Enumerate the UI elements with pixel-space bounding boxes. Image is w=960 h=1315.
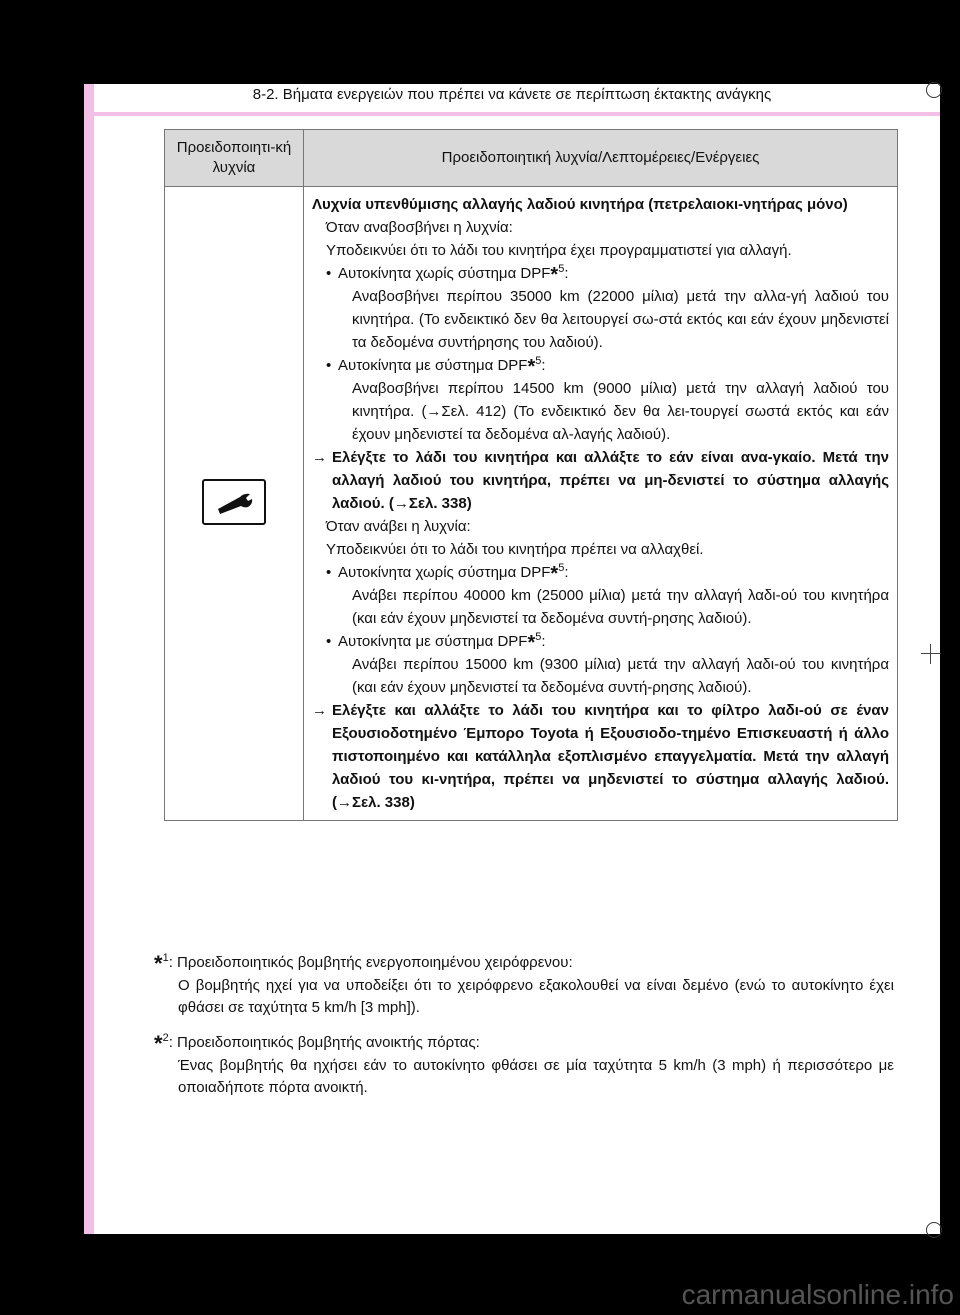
footnote-number: 5 [558, 263, 565, 275]
footnote-title-row: *$^1$: Προειδοποιητικός βομβητής ενεργοποιημένου χειρόφρενου: [154, 951, 573, 976]
wrench-icon [202, 479, 266, 525]
crop-mark [926, 1222, 942, 1238]
crop-mark [926, 82, 942, 98]
section-header: 8-2. Βήματα ενεργειών που πρέπει να κάνετε σε περίπτωση έκτακτης ανάγκης [252, 86, 772, 103]
footnote-number: 5 [535, 631, 542, 643]
arrow-icon: → [312, 702, 327, 719]
footnote-star: * [154, 1031, 163, 1056]
blink-action [312, 446, 889, 515]
bullet-dot: • [326, 633, 332, 650]
footnote-1 [154, 952, 894, 1019]
on-description: Υποδεικνύει ότι το λάδι του κινητήρα πρέπει να αλλαχθεί. [326, 541, 704, 558]
action-text: Ελέγξτε και αλλάξτε το λάδι του κινητήρα και το φίλτρο λαδι-ού σε έναν Εξουσιοδοτημένο Έμπορο Toyota ή Εξουσιοδο-τημένο Επισκευαστή ή άλλο πιστοποιημένο και κατάλληλα εξοπλισμένο επαγγελματία. Μετά την αλλαγή λαδιού του κι-νητήρα, πρέπει να μηδενιστεί το σύστημα αλλαγής λαδιού. (→Σελ. 338) [332, 702, 889, 811]
watermark: carmanualsonline.info [681, 1279, 954, 1310]
blink-description: Υποδεικνύει ότι το λάδι του κινητήρα έχει προγραμματιστεί για αλλαγή. [326, 242, 792, 259]
footnote-title-row: *$^2$: Προειδοποιητικός βομβητής ανοικτής πόρτας: [154, 1031, 480, 1056]
bullet-label: Αυτοκίνητα χωρίς σύστημα DPF [338, 265, 551, 282]
side-color-bar [84, 84, 94, 1234]
bullet-dot: • [326, 265, 332, 282]
bullet-label-row: Αυτοκίνητα χωρίς σύστημα DPF$^{*5}$: [338, 263, 569, 286]
footnote-star: * [550, 264, 559, 286]
details-cell [304, 187, 898, 821]
blink-no-dpf-item [312, 262, 889, 354]
bullet-dot: • [326, 564, 332, 581]
col-header-details: Προειδοποιητική λυχνία/Λεπτομέρειες/Ενέργειες [304, 130, 898, 187]
footnote-star: * [154, 951, 163, 976]
bullet-label-row: Αυτοκίνητα με σύστημα DPF$^{*5}$: [338, 355, 546, 378]
bullet-dot: • [326, 357, 332, 374]
arrow-icon: → [312, 449, 327, 466]
blink-heading: Όταν αναβοσβήνει η λυχνία: [326, 219, 513, 236]
footnote-number: 5 [558, 562, 565, 574]
footnote-number: 2 [162, 1032, 169, 1044]
col-header-light [165, 130, 304, 187]
icon-cell [165, 187, 304, 821]
footnote-text: Ένας βομβητής θα ηχήσει εάν το αυτοκίνητο φθάσει σε μία ταχύτητα 5 km/h (3 mph) ή περισσότερο με οποιαδήποτε πόρτα ανοικτή. [178, 1057, 894, 1096]
footnote-2 [154, 1032, 894, 1099]
bullet-label: Αυτοκίνητα με σύστημα DPF [338, 357, 528, 374]
bullet-label: Αυτοκίνητα με σύστημα DPF [338, 633, 528, 650]
footnote-star: * [527, 356, 536, 378]
blink-dpf-item [312, 354, 889, 446]
manual-page [84, 84, 940, 1234]
footnote-text: Ο βομβητής ηχεί για να υποδείξει ότι το χειρόφρενο εξακολουθεί να είναι δεμένο (ενώ το αυτοκίνητο έχει φθάσει σε ταχύτητα 5 km/h [3 mph]). [178, 977, 894, 1016]
footnote-number: 1 [162, 952, 169, 964]
on-action [312, 699, 889, 814]
bullet-text: Ανάβει περίπου 15000 km (9300 μίλια) μετά την αλλαγή λαδι-ού του κινητήρα (και εάν έχουν μηδενιστεί τα δεδομένα συντή-ρησης λαδιού). [352, 656, 889, 696]
on-dpf-item [312, 630, 889, 699]
bullet-text: Αναβοσβήνει περίπου 14500 km (9000 μίλια) μετά την αλλαγή λαδιού του κινητήρα. (→Σελ. 412) (Το ενδεικτικό δεν θα λει-τουργεί σωστά εκτός και εάν έχουν μηδενιστεί τα δεδομένα αλ-λαγής λαδιού). [352, 380, 889, 443]
warning-light-table [164, 129, 898, 821]
action-text: Ελέγξτε το λάδι του κινητήρα και αλλάξτε το εάν είναι ανα-γκαίο. Μετά την αλλαγή λαδιού του κινητήρα, πρέπει να μη-δενιστεί το σύστημα αλλαγής λαδιού. (→Σελ. 338) [332, 449, 889, 512]
bullet-text: Αναβοσβήνει περίπου 35000 km (22000 μίλια) μετά την αλλα-γή λαδιού του κινητήρα. (Το ενδεικτικό δεν θα λειτουργεί σω-στά εκτός και εάν έχουν μηδενιστεί τα δεδομένα συντήρησης του λαδιού). [352, 288, 889, 351]
footnote-number: 5 [535, 355, 542, 367]
header-rule [94, 112, 940, 116]
footnote-star: * [527, 632, 536, 654]
light-title: Λυχνία υπενθύμισης αλλαγής λαδιού κινητήρα (πετρελαιοκι-νητήρας μόνο) [312, 196, 848, 213]
on-heading: Όταν ανάβει η λυχνία: [326, 518, 471, 535]
bullet-text: Ανάβει περίπου 40000 km (25000 μίλια) μετά την αλλαγή λαδι-ού του κινητήρα (και εάν έχουν μηδενιστεί τα δεδομένα συντή-ρησης λαδιού). [352, 587, 889, 627]
footnote-title: Προειδοποιητικός βομβητής ανοικτής πόρτας: [177, 1034, 480, 1051]
footnote-title: Προειδοποιητικός βομβητής ενεργοποιημένου χειρόφρενου: [177, 954, 573, 971]
registration-mark [921, 644, 941, 664]
on-no-dpf-item [312, 561, 889, 630]
col1-header-text: Προειδοποιητι-κή λυχνία [176, 139, 292, 176]
bullet-label-row: Αυτοκίνητα με σύστημα DPF$^{*5}$: [338, 631, 546, 654]
bullet-label: Αυτοκίνητα χωρίς σύστημα DPF [338, 564, 551, 581]
bullet-label-row: Αυτοκίνητα χωρίς σύστημα DPF$^{*5}$: [338, 562, 569, 585]
footnote-star: * [550, 563, 559, 585]
